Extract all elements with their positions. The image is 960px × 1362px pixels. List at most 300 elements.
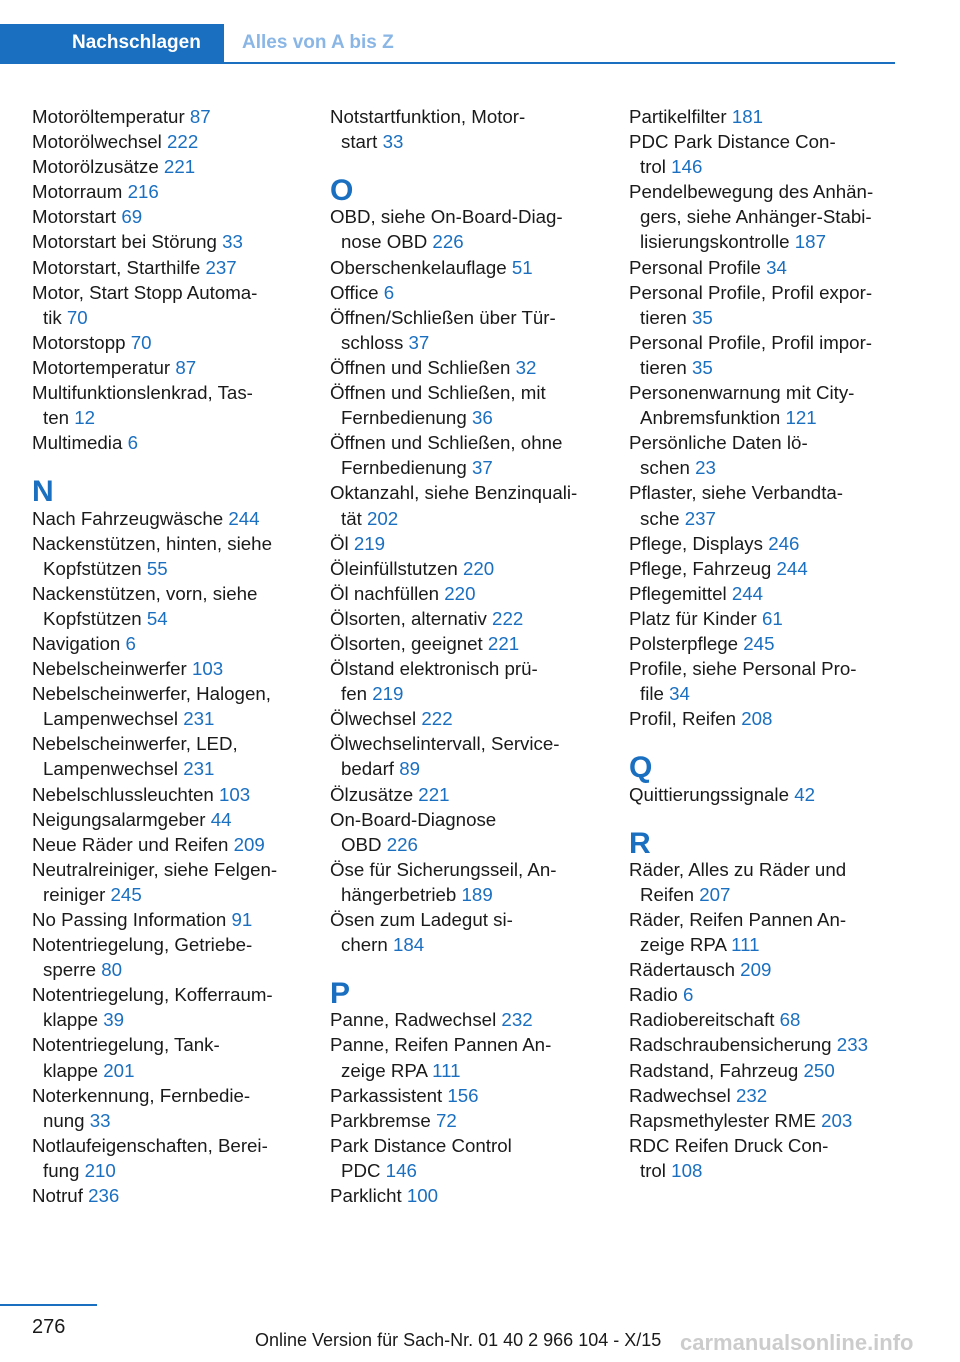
index-entry-term: Notentriegelung, Kofferraum-	[32, 984, 273, 1006]
page-reference-link[interactable]: 69	[121, 206, 143, 228]
page-reference-link[interactable]: 219	[372, 683, 404, 705]
index-entry-term: Navigation	[32, 632, 121, 654]
index-entry	[629, 1108, 909, 1133]
page-reference-link[interactable]: 220	[444, 582, 476, 604]
index-entry-term: Radio	[629, 984, 678, 1006]
page-reference-link[interactable]: 244	[731, 582, 764, 604]
page-reference-link[interactable]: 210	[84, 1159, 116, 1181]
index-entry-term-continuation: klappe	[43, 1059, 99, 1081]
index-entry	[32, 857, 304, 907]
index-entry-term: No Passing Information	[32, 909, 227, 930]
tab-alles-von-a-bis-z[interactable]: Alles von A bis Z	[242, 32, 394, 53]
index-entry	[330, 305, 602, 355]
page-reference-link[interactable]: 36	[471, 407, 493, 429]
index-entry-term-continuation: trol	[640, 1159, 666, 1181]
index-entry	[330, 807, 602, 857]
page-reference-link[interactable]: 216	[127, 181, 159, 203]
page-reference-link[interactable]: 184	[392, 934, 425, 956]
page-reference-link[interactable]: 80	[101, 959, 122, 981]
index-entry-term: Personenwarnung mit City-	[629, 382, 855, 404]
index-entry-term: Partikelfilter	[629, 106, 727, 127]
index-entry-term: Nebelschlussleuchten	[32, 783, 214, 805]
index-entry	[32, 280, 304, 330]
index-entry	[330, 1133, 602, 1183]
index-entry-term: Panne, Reifen Pannen An-	[330, 1034, 552, 1056]
index-entry-term-continuation: ten	[43, 407, 69, 429]
index-entry	[32, 531, 304, 581]
index-entry	[32, 129, 304, 154]
index-entry	[330, 731, 602, 781]
index-entry-term-continuation: schen	[640, 457, 690, 479]
index-entry	[629, 907, 909, 957]
page-reference-link[interactable]: 111	[432, 1059, 461, 1081]
index-entry-term-continuation: fen	[341, 683, 367, 705]
index-entry-term: Noterkennung, Fernbedie-	[32, 1084, 251, 1106]
index-entry-term: Motortemperatur	[32, 356, 171, 378]
index-entry	[629, 1133, 909, 1183]
index-entry	[629, 179, 909, 254]
index-entry-term-continuation: tieren	[640, 306, 687, 328]
page-reference-link[interactable]: 222	[167, 131, 199, 153]
page-reference-link[interactable]: 6	[683, 984, 694, 1006]
index-entry	[629, 631, 909, 656]
index-entry	[32, 656, 304, 681]
index-entry-term-continuation: OBD	[341, 833, 382, 855]
index-entry-term: Neutralreiniger, siehe Felgen-	[32, 858, 278, 880]
index-entry-term: Pflegemittel	[629, 582, 727, 604]
page-reference-link[interactable]: 37	[408, 331, 430, 353]
page-reference-link[interactable]: 103	[219, 783, 251, 805]
index-entry	[330, 355, 602, 380]
page-reference-link[interactable]: 231	[183, 708, 215, 730]
index-entry	[330, 656, 602, 706]
index-entry-term: Motorstopp	[32, 331, 126, 353]
page-reference-link[interactable]: 39	[103, 1009, 125, 1031]
chapter-tab-bar	[0, 24, 895, 64]
index-entry	[330, 531, 602, 556]
index-entry-term-continuation: Lampenwechsel	[43, 708, 179, 730]
index-entry-term: Motorölzusätze	[32, 156, 159, 178]
index-entry-term-continuation: Kopfstützen	[43, 607, 142, 629]
index-entry-term: Radwechsel	[629, 1084, 731, 1106]
index-entry	[330, 1183, 602, 1208]
index-entry	[330, 581, 602, 606]
index-entry-term: Persönliche Daten lö-	[629, 432, 808, 454]
index-entry-term: Öffnen und Schließen	[330, 356, 511, 378]
page-reference-link[interactable]: 72	[435, 1109, 457, 1131]
page-reference-link[interactable]: 70	[66, 306, 88, 328]
page-reference-link[interactable]: 54	[146, 607, 168, 629]
index-entry	[330, 606, 602, 631]
index-column-1	[32, 104, 304, 1208]
page-reference-link[interactable]: 35	[691, 306, 713, 328]
index-entry-term: Pflaster, siehe Verbandta-	[629, 482, 844, 504]
index-entry	[330, 782, 602, 807]
index-entry-term: OBD, siehe On-Board-Diag-	[330, 206, 563, 228]
index-entry	[330, 255, 602, 280]
index-entry-term: Notruf	[32, 1185, 83, 1207]
index-entry-term: Personal Profile, Profil impor-	[629, 331, 873, 353]
index-entry	[32, 380, 304, 430]
index-entry	[330, 280, 602, 305]
page-reference-link[interactable]: 32	[515, 356, 537, 378]
index-entry	[330, 631, 602, 656]
index-entry-term-continuation: start	[341, 131, 378, 153]
index-entry-term: Notstartfunktion, Motor-	[330, 106, 526, 127]
index-entry-term: Nackenstützen, vorn, siehe	[32, 582, 258, 604]
index-entry-term: Notentriegelung, Getriebe-	[32, 934, 253, 956]
page-reference-link[interactable]: 202	[366, 507, 399, 529]
index-entry	[629, 857, 909, 907]
index-entry-term: Ösen zum Ladegut si-	[330, 909, 513, 930]
index-entry-term-continuation: trol	[640, 156, 666, 178]
index-entry-term: Motorölwechsel	[32, 131, 162, 153]
index-entry	[629, 430, 909, 480]
index-entry-term-continuation: Reifen	[640, 883, 695, 905]
index-entry	[629, 255, 909, 280]
index-entry	[32, 179, 304, 204]
tab-nachschlagen[interactable]: Nachschlagen	[0, 24, 224, 62]
page-reference-link[interactable]: 220	[462, 557, 495, 579]
index-entry	[330, 480, 602, 530]
page-reference-link[interactable]: 222	[421, 708, 453, 730]
page-reference-link[interactable]: 237	[205, 256, 237, 278]
page-reference-link[interactable]: 244	[776, 557, 808, 579]
page-reference-link[interactable]: 244	[228, 507, 260, 529]
index-entry	[32, 204, 304, 229]
index-entry	[629, 556, 909, 581]
page-reference-link[interactable]: 250	[803, 1059, 835, 1081]
page-reference-link[interactable]: 51	[511, 256, 533, 278]
index-entry	[32, 1083, 304, 1133]
page-reference-link[interactable]: 33	[89, 1109, 111, 1131]
page-reference-link[interactable]: 91	[231, 909, 253, 930]
page-reference-link[interactable]: 189	[461, 883, 493, 905]
index-entry-term-continuation: reiniger	[43, 883, 106, 905]
index-entry-term-continuation: sperre	[43, 959, 96, 981]
index-entry	[629, 706, 909, 731]
index-entry-term-continuation: Fernbedienung	[341, 457, 467, 479]
page-reference-link[interactable]: 6	[125, 632, 136, 654]
page-reference-link[interactable]: 207	[699, 883, 731, 905]
index-entry-term: Park Distance Control	[330, 1134, 512, 1156]
index-entry-term: Öl nachfüllen	[330, 582, 440, 604]
index-entry-term: Ölsorten, geeignet	[330, 632, 483, 654]
index-entry	[32, 581, 304, 631]
page-reference-link[interactable]: 203	[821, 1109, 853, 1131]
index-entry-term: Motor, Start Stopp Automa-	[32, 281, 258, 303]
index-entry-term: Parklicht	[330, 1185, 402, 1207]
index-entry	[32, 154, 304, 179]
index-entry-term: Quittierungssignale	[629, 783, 789, 805]
index-entry-term: Öffnen und Schließen, ohne	[330, 432, 563, 454]
index-entry-term-continuation: sche	[640, 507, 680, 529]
page-reference-link[interactable]: 187	[794, 231, 826, 253]
page-reference-link[interactable]: 34	[669, 683, 690, 705]
page-reference-link[interactable]: 108	[671, 1159, 703, 1181]
page-reference-link[interactable]: 121	[785, 407, 817, 429]
index-entry	[32, 229, 304, 254]
index-entry-term-continuation: hängerbetrieb	[341, 883, 457, 905]
index-entry-term: Notlaufeigenschaften, Berei-	[32, 1134, 268, 1156]
index-entry-term: Motorstart bei Störung	[32, 231, 217, 253]
page-reference-link[interactable]: 23	[695, 457, 716, 479]
index-entry	[330, 706, 602, 731]
page-reference-link[interactable]: 6	[383, 281, 395, 303]
page-reference-link[interactable]: 146	[385, 1159, 417, 1181]
index-entry-term: Motorstart	[32, 206, 117, 228]
index-entry-term-continuation: file	[640, 683, 664, 705]
index-entry	[629, 606, 909, 631]
page-reference-link[interactable]: 226	[386, 833, 418, 855]
index-entry-term: PDC Park Distance Con-	[629, 131, 836, 153]
page-reference-link[interactable]: 87	[189, 106, 211, 127]
index-entry-term: Nebelscheinwerfer, Halogen,	[32, 683, 271, 705]
index-entry-term: Ölzusätze	[330, 783, 414, 805]
index-entry	[32, 1133, 304, 1183]
index-entry-term: Office	[330, 281, 379, 303]
index-entry	[629, 330, 909, 380]
page-reference-link[interactable]: 236	[88, 1185, 120, 1207]
index-entry-term-continuation: Lampenwechsel	[43, 758, 179, 780]
page-reference-link[interactable]: 156	[447, 1084, 479, 1106]
index-entry	[32, 807, 304, 832]
page-reference-link[interactable]: 34	[766, 256, 787, 278]
page-reference-link[interactable]: 232	[736, 1084, 768, 1106]
page-reference-link[interactable]: 70	[130, 331, 152, 353]
index-entry-term: Profil, Reifen	[629, 708, 736, 730]
index-entry	[330, 430, 602, 480]
index-entry	[32, 506, 304, 531]
page-reference-link[interactable]: 6	[127, 432, 138, 454]
index-entry	[32, 832, 304, 857]
index-entry	[629, 782, 909, 807]
index-entry-term: Ölstand elektronisch prü-	[330, 658, 538, 680]
index-section-letter: Q	[629, 751, 653, 785]
index-entry-term: On-Board-Diagnose	[330, 808, 497, 830]
index-entry-term: Personal Profile, Profil expor-	[629, 281, 873, 303]
index-entry	[32, 631, 304, 656]
page-reference-link[interactable]: 219	[353, 532, 386, 554]
page-reference-link[interactable]: 103	[191, 658, 224, 680]
index-entry-term: Neigungsalarmgeber	[32, 808, 206, 830]
index-section-letter: R	[629, 826, 651, 860]
index-entry	[32, 430, 304, 455]
index-entry-term-continuation: klappe	[43, 1009, 99, 1031]
index-entry-term-continuation: schloss	[341, 331, 404, 353]
page-reference-link[interactable]: 146	[671, 156, 703, 178]
index-column-3	[629, 104, 909, 1183]
page-reference-link[interactable]: 231	[183, 758, 215, 780]
index-section-letter: N	[32, 475, 54, 509]
index-entry-term: Rädertausch	[629, 959, 735, 981]
index-entry-term: Ölsorten, alternativ	[330, 607, 487, 629]
index-entry-term: Nebelscheinwerfer	[32, 658, 187, 680]
page-reference-link[interactable]: 87	[175, 356, 197, 378]
page-reference-link[interactable]: 181	[731, 106, 764, 127]
index-entry-term: Oktanzahl, siehe Benzinquali-	[330, 482, 578, 504]
index-entry	[629, 1058, 909, 1083]
page-reference-link[interactable]: 222	[492, 607, 524, 629]
index-entry-term-continuation: gers, siehe Anhänger-Stabi-	[640, 206, 872, 228]
index-entry	[629, 1032, 909, 1057]
index-column-2	[330, 104, 602, 1208]
page-reference-link[interactable]: 111	[731, 934, 760, 956]
index-entry-term: Pflege, Fahrzeug	[629, 557, 772, 579]
index-entry	[32, 104, 304, 129]
index-entry	[629, 104, 909, 129]
page-reference-link[interactable]: 33	[382, 131, 404, 153]
page-reference-link[interactable]: 233	[836, 1034, 868, 1056]
index-entry-term-continuation: PDC	[341, 1159, 381, 1181]
index-entry	[330, 1108, 602, 1133]
watermark: carmanualsonline.info	[680, 1330, 914, 1355]
index-entry-term: Motorstart, Starthilfe	[32, 256, 201, 278]
index-entry	[32, 932, 304, 982]
index-entry	[32, 907, 304, 932]
index-entry	[32, 731, 304, 781]
index-entry	[32, 255, 304, 280]
page-reference-link[interactable]: 44	[210, 808, 232, 830]
index-entry-term: Ölwechsel	[330, 708, 417, 730]
index-entry-term: Profile, siehe Personal Pro-	[629, 658, 857, 680]
index-entry-term-continuation: fung	[43, 1159, 80, 1181]
index-entry	[629, 581, 909, 606]
index-entry-term: Öffnen und Schließen, mit	[330, 382, 546, 404]
index-entry-term-continuation: zeige RPA	[640, 934, 726, 956]
index-entry	[330, 556, 602, 581]
index-entry	[629, 1083, 909, 1108]
index-entry	[629, 480, 909, 530]
index-section-letter: P	[330, 977, 351, 1011]
page-reference-link[interactable]: 221	[487, 632, 520, 654]
page-reference-link[interactable]: 209	[740, 959, 772, 981]
index-entry	[32, 782, 304, 807]
index-entry	[330, 1007, 602, 1032]
page-reference-link[interactable]: 35	[691, 356, 713, 378]
index-entry-term: Rapsmethylester RME	[629, 1109, 816, 1131]
index-entry-term-continuation: tieren	[640, 356, 687, 378]
page-reference-link[interactable]: 61	[761, 607, 783, 629]
index-entry-term-continuation: Fernbedienung	[341, 407, 467, 429]
index-entry-term: Neue Räder und Reifen	[32, 833, 229, 855]
index-entry	[330, 1083, 602, 1108]
page-reference-link[interactable]: 201	[103, 1059, 135, 1081]
index-entry	[330, 104, 602, 154]
page-reference-link[interactable]: 89	[399, 758, 420, 780]
index-entry-term-continuation: nung	[43, 1109, 85, 1131]
index-entry	[330, 857, 602, 907]
index-entry-term: Nackenstützen, hinten, siehe	[32, 532, 272, 554]
index-entry-term: Öse für Sicherungsseil, An-	[330, 858, 557, 880]
index-entry	[629, 982, 909, 1007]
index-entry-term: Polsterpflege	[629, 632, 739, 654]
page-reference-link[interactable]: 68	[779, 1009, 801, 1031]
index-entry-term: Parkassistent	[330, 1084, 443, 1106]
index-entry-term: Motorraum	[32, 181, 123, 203]
index-entry	[330, 380, 602, 430]
index-entry	[32, 1032, 304, 1082]
index-entry-term: Multifunktionslenkrad, Tas-	[32, 382, 253, 404]
index-entry-term: Panne, Radwechsel	[330, 1009, 497, 1031]
page-reference-link[interactable]: 246	[768, 532, 800, 554]
index-entry-term: Platz für Kinder	[629, 607, 757, 629]
index-section-letter: O	[330, 174, 354, 208]
index-entry	[629, 380, 909, 430]
index-entry-term: Nach Fahrzeugwäsche	[32, 507, 224, 529]
page-number: 276	[32, 1316, 66, 1338]
page-reference-link[interactable]: 232	[501, 1009, 533, 1031]
page-reference-link[interactable]: 245	[743, 632, 775, 654]
index-entry-term-continuation: nose OBD	[341, 231, 428, 253]
page-reference-link[interactable]: 37	[471, 457, 493, 479]
index-entry	[330, 204, 602, 254]
index-entry-term: Nebelscheinwerfer, LED,	[32, 733, 238, 755]
index-entry-term: Räder, Alles zu Räder und	[629, 858, 847, 880]
index-entry-term: Pflege, Displays	[629, 532, 763, 554]
page-reference-link[interactable]: 221	[163, 156, 196, 178]
index-entry	[629, 280, 909, 330]
index-entry-term: Motoröltemperatur	[32, 106, 185, 127]
index-entry-term: Notentriegelung, Tank-	[32, 1034, 220, 1056]
page-reference-link[interactable]: 208	[741, 708, 773, 730]
index-entry-term-continuation: bedarf	[341, 758, 394, 780]
index-entry	[629, 957, 909, 982]
index-entry-term-continuation: tät	[341, 507, 362, 529]
online-version-footer: Online Version für Sach-Nr. 01 40 2 966 104 - X/15	[255, 1330, 662, 1350]
page-reference-link[interactable]: 55	[146, 557, 168, 579]
index-entry-term: Oberschenkelauflage	[330, 256, 507, 278]
page-reference-link[interactable]: 42	[794, 783, 815, 805]
index-entry-term: Öffnen/Schließen über Tür-	[330, 306, 556, 328]
page-reference-link[interactable]: 245	[110, 883, 142, 905]
page-reference-link[interactable]: 33	[222, 231, 243, 253]
page-reference-link[interactable]: 221	[418, 783, 450, 805]
index-entry	[32, 681, 304, 731]
index-entry-term: Ölwechselintervall, Service-	[330, 733, 560, 755]
index-entry	[629, 1007, 909, 1032]
page-reference-link[interactable]: 12	[74, 407, 95, 429]
index-entry-term-continuation: Anbremsfunktion	[640, 407, 781, 429]
index-entry-term-continuation: zeige RPA	[341, 1059, 427, 1081]
index-entry-term: Radschraubensicherung	[629, 1034, 832, 1056]
page-reference-link[interactable]: 226	[432, 231, 464, 253]
page-reference-link[interactable]: 237	[684, 507, 716, 529]
index-entry	[32, 330, 304, 355]
page-reference-link[interactable]: 100	[406, 1185, 439, 1207]
index-entry	[32, 982, 304, 1032]
index-entry	[330, 1032, 602, 1082]
index-entry-term-continuation: Kopfstützen	[43, 557, 142, 579]
index-entry-term-continuation: lisierungskontrolle	[640, 231, 790, 253]
index-entry-term: Radiobereitschaft	[629, 1009, 775, 1031]
page-reference-link[interactable]: 209	[233, 833, 265, 855]
index-entry	[629, 129, 909, 179]
index-entry-term-continuation: tik	[43, 306, 62, 328]
index-entry	[629, 531, 909, 556]
index-entry-term: Öleinfüllstutzen	[330, 557, 458, 579]
index-entry	[330, 907, 602, 957]
index-entry	[629, 656, 909, 706]
index-entry-term: RDC Reifen Druck Con-	[629, 1134, 829, 1156]
page-number-rule	[0, 1304, 97, 1306]
index-entry-term: Personal Profile	[629, 256, 761, 278]
index-entry-term-continuation: chern	[341, 934, 388, 956]
index-entry-term: Öl	[330, 532, 349, 554]
index-entry-term: Parkbremse	[330, 1109, 431, 1131]
index-entry-term: Pendelbewegung des Anhän-	[629, 181, 874, 203]
index-entry-term: Räder, Reifen Pannen An-	[629, 909, 847, 930]
